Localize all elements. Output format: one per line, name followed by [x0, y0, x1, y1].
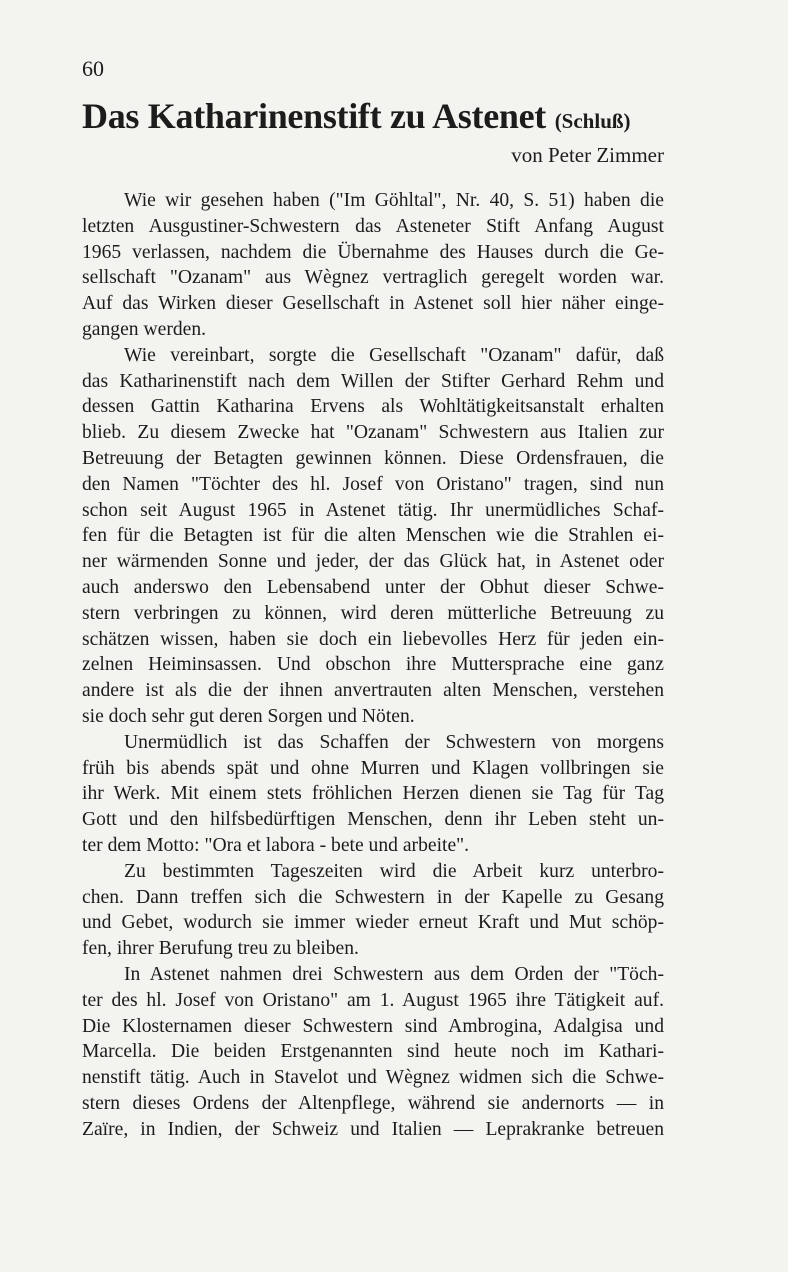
text-line: letzten Ausgustiner-Schwestern das Asteneter Stift Anfang August [82, 215, 664, 237]
text-line: Die Klosternamen dieser Schwestern sind Ambrogina, Adalgisa und [82, 1015, 664, 1037]
text-line: Zu bestimmten Tageszeiten wird die Arbeit kurz unterbro- [124, 860, 664, 882]
text-line: sie doch sehr gut deren Sorgen und Nöten. [82, 705, 415, 727]
text-line: sellschaft "Ozanam" aus Wègnez vertraglich geregelt worden war. [82, 267, 664, 289]
text-line: auch anderswo den Lebensabend unter der Obhut dieser Schwe- [82, 576, 664, 598]
text-line: zelnen Heiminsassen. Und obschon ihre Muttersprache eine ganz [82, 654, 664, 676]
text-line: ter des hl. Josef von Oristano" am 1. August 1965 ihre Tätigkeit auf. [82, 989, 664, 1011]
text-line: und Gebet, wodurch sie immer wieder erneut Kraft und Mut schöp- [82, 912, 664, 934]
text-line: ihr Werk. Mit einem stets fröhlichen Herzen dienen sie Tag für Tag [82, 783, 664, 805]
article-title [82, 96, 664, 141]
text-line: schon seit August 1965 in Astenet tätig. Ihr unermüdliches Schaf- [82, 499, 664, 521]
text-line: 1965 verlassen, nachdem die Übernahme des Hauses durch die Ge- [82, 241, 664, 263]
page-number: 60 [82, 56, 104, 81]
article-byline: von Peter Zimmer [511, 143, 664, 167]
text-line: andere ist als die der ihnen anvertrauten alten Menschen, verstehen [82, 680, 664, 702]
article-header [82, 96, 664, 167]
text-line: früh bis abends spät und ohne Murren und Klagen vollbringen sie [82, 757, 664, 779]
title-suffix: (Schluß) [554, 109, 631, 133]
text-line: Wie vereinbart, sorgte die Gesellschaft "Ozanam" dafür, daß [124, 344, 664, 366]
text-line: Auf das Wirken dieser Gesellschaft in Astenet soll hier näher einge- [82, 293, 664, 315]
text-line: fen für die Betagten ist für die alten Menschen wie die Strahlen ei- [82, 525, 664, 547]
text-line: blieb. Zu diesem Zwecke hat "Ozanam" Schwestern aus Italien zur [82, 422, 664, 444]
title-main: Das Katharinenstift zu Astenet [82, 96, 546, 136]
text-line: Wie wir gesehen haben ("Im Göhltal", Nr. 40, S. 51) haben die [124, 190, 664, 211]
text-line: Zaïre, in Indien, der Schweiz und Italien — Leprakranke betreuen [82, 1118, 664, 1140]
text-line: Marcella. Die beiden Erstgenannten sind heute noch im Kathari- [82, 1041, 664, 1063]
text-line: chen. Dann treffen sich die Schwestern in der Kapelle zu Gesang [82, 886, 664, 908]
article-body [82, 188, 664, 1142]
text-line: dessen Gattin Katharina Ervens als Wohltätigkeitsanstalt erhalten [82, 396, 664, 418]
text-line: gangen werden. [82, 318, 207, 340]
text-line: ter dem Motto: "Ora et labora - bete und arbeite". [82, 834, 470, 856]
text-line: stern verbringen zu können, wird deren mütterliche Betreuung zu [82, 602, 664, 624]
text-line: stern dieses Ordens der Altenpflege, während sie andernorts — in [82, 1092, 664, 1114]
text-line: nenstift tätig. Auch in Stavelot und Wègnez widmen sich die Schwe- [82, 1067, 664, 1089]
text-line: schätzen wissen, haben sie doch ein liebevolles Herz für jeden ein- [82, 628, 664, 650]
text-line: das Katharinenstift nach dem Willen der Stifter Gerhard Rehm und [82, 370, 664, 392]
text-line: ner wärmenden Sonne und jeder, der das Glück hat, in Astenet oder [82, 551, 664, 573]
text-line: Gott und den hilfsbedürftigen Menschen, denn ihr Leben steht un- [82, 809, 664, 831]
text-line: fen, ihrer Berufung treu zu bleiben. [82, 938, 359, 960]
text-line: den Namen "Töchter des hl. Josef von Oristano" tragen, sind nun [82, 473, 664, 495]
text-line: Betreuung der Betagten gewinnen können. Diese Ordensfrauen, die [82, 447, 664, 469]
text-line: Unermüdlich ist das Schaffen der Schwestern von morgens [124, 731, 664, 753]
text-line: In Astenet nahmen drei Schwestern aus dem Orden der "Töch- [124, 963, 664, 985]
